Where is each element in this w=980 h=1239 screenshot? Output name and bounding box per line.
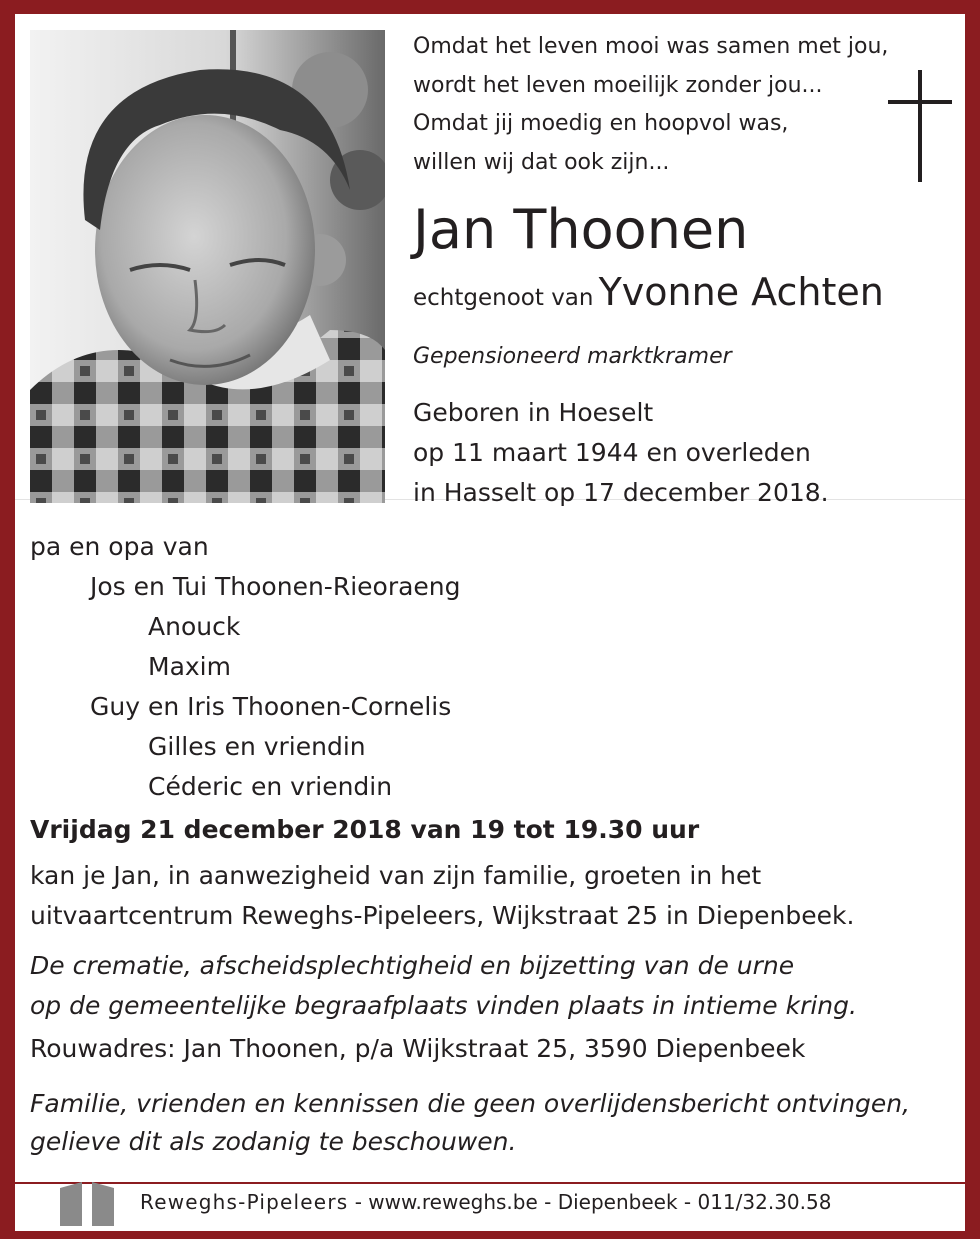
spouse-name: Yvonne Achten xyxy=(598,270,884,314)
visitation-text xyxy=(30,856,854,936)
funeral-home-logo-icon xyxy=(58,1170,116,1226)
visitation-line: uitvaartcentrum Reweghs-Pipeleers, Wijkstraat 25 in Diepenbeek. xyxy=(30,901,855,930)
mourning-address: Rouwadres: Jan Thoonen, p/a Wijkstraat 25, 3590 Diepenbeek xyxy=(30,1034,806,1063)
deceased-name: Jan Thoonen xyxy=(413,198,749,261)
cross-icon xyxy=(888,70,952,182)
notice-line: Familie, vrienden en kennissen die geen overlijdensbericht ontvingen, xyxy=(30,1089,910,1118)
family-member: Jos en Tui Thoonen-Rieoraeng xyxy=(90,572,461,601)
family-member: Guy en Iris Thoonen-Cornelis xyxy=(90,692,452,721)
poem-line: Omdat jij moedig en hoopvol was, xyxy=(413,111,789,136)
spouse-line xyxy=(413,270,884,314)
notice-text xyxy=(30,1085,910,1161)
family-list xyxy=(30,527,461,807)
poem-line: Omdat het leven mooi was samen met jou, xyxy=(413,34,889,59)
family-member: Céderic en vriendin xyxy=(148,772,393,801)
footer-text xyxy=(140,1190,831,1214)
footer-brand: Reweghs-Pipeleers xyxy=(140,1190,349,1214)
frame-bottom-border xyxy=(0,1231,980,1239)
footer-separator: - xyxy=(354,1190,362,1214)
family-intro: pa en opa van xyxy=(30,532,209,561)
visitation-line: kan je Jan, in aanwezigheid van zijn familie, groeten in het xyxy=(30,861,762,890)
poem-line: wordt het leven moeilijk zonder jou... xyxy=(413,72,823,98)
frame-right-border xyxy=(965,0,980,1239)
frame-left-border xyxy=(0,0,15,1239)
birth-line: in Hasselt op 17 december 2018. xyxy=(413,478,829,507)
birth-death-details xyxy=(413,393,829,513)
poem-line: willen wij dat ook zijn... xyxy=(413,149,670,175)
visitation-heading: Vrijdag 21 december 2018 van 19 tot 19.30 uur xyxy=(30,815,700,844)
footer-details: www.reweghs.be - Diepenbeek - 011/32.30.58 xyxy=(368,1190,832,1214)
footer-rule xyxy=(15,1182,965,1184)
cremation-line: op de gemeentelijke begraafplaats vinden plaats in intieme kring. xyxy=(30,991,857,1020)
family-member: Maxim xyxy=(148,652,231,681)
cremation-line: De crematie, afscheidsplechtigheid en bijzetting van de urne xyxy=(30,951,795,980)
occupation: Gepensioneerd marktkramer xyxy=(413,344,732,369)
birth-line: Geboren in Hoeselt xyxy=(413,398,654,427)
cremation-text xyxy=(30,946,857,1026)
portrait-photo xyxy=(30,30,385,503)
poem xyxy=(413,28,888,182)
family-member: Anouck xyxy=(148,612,241,641)
birth-line: op 11 maart 1944 en overleden xyxy=(413,438,811,467)
family-member: Gilles en vriendin xyxy=(148,732,366,761)
spouse-prefix: echtgenoot van xyxy=(413,285,594,311)
frame-top-border xyxy=(0,0,980,14)
notice-line: gelieve dit als zodanig te beschouwen. xyxy=(30,1127,517,1156)
